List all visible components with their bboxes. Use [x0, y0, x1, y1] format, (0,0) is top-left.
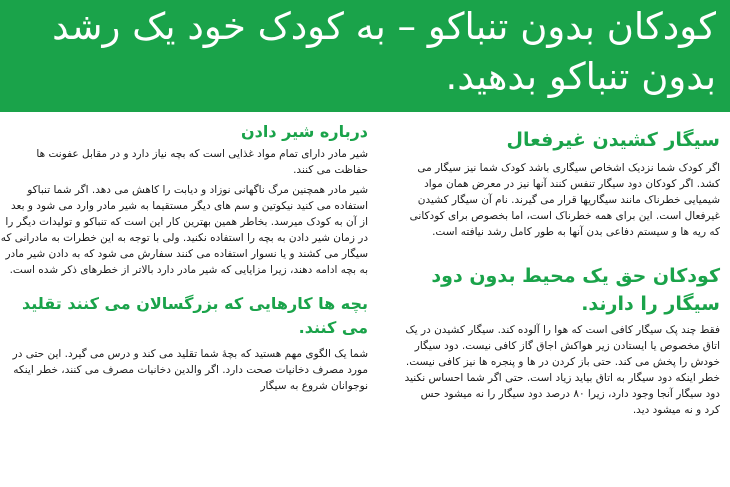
breastfeeding-paragraph-2: شیر مادر همچنین مرگ ناگهانی نوزاد و دیابت را کاهش می دهد. اگر شما تنباکو استفاده می کنید نیکوتین و سم های دیگر مستقیما به شیر مادر وارد می شود و بعد از آن به کودک میرسد. بخاطر همین بهترین کار این است که تنباکو و تولیدات دیگر را در زمان شیر دادن به بچه را استفاده نکنید. ولی با توجه به این خطرات به مادرانی که سیگار می کشند و یا نسوار استفاده می کنند سفارش می شود که به دادن شیر مادر به بچه ادامه دهند، زیرا مزایایی که شیر مادر دارد بالاتر از خطرهای ذکر شده است.	[0, 184, 368, 276]
breastfeeding-paragraph-1: شیر مادر دارای تمام مواد غذایی است که بچه نیاز دارد و در مقابل عفونت ها حفاظت می کنند.	[36, 148, 368, 176]
right-column	[402, 112, 730, 487]
page-title: کودکان بدون تنباکو – به کودک خود یک رشد بدون تنباکو بدهید.	[52, 5, 716, 98]
passive-smoking-paragraph: اگر کودک شما نزدیک اشخاص سیگاری باشد کودک شما نیز سیگار می کشد. اگر کودکان دود سیگار تنفس کنند آنها نیز در معرض همان مواد شیمیایی خطرناک مانند سیگاریها قرار می گیرند. نام آن سیگار کشیدن غیرفعال است. این برای همه خطرناک است، اما بخصوص برای کودکانی که ریه ها و سیستم دفاعی بدن آنها به طور کامل رشد نیافته است.	[409, 162, 720, 238]
header-banner	[0, 0, 730, 112]
passive-smoking-heading: سیگار کشیدن غیرفعال	[506, 129, 720, 151]
breastfeeding-heading: درباره شیر دادن	[240, 122, 368, 141]
smoke-free-right-paragraph: فقط چند پک سیگار کافی است که هوا را آلوده کند. سیگار کشیدن در یک اتاق مخصوص یا ایستادن زیر هواکش اجاق گاز کافی نیست. دود سیگار خودش را پخش می کند. حتی باز کردن در ها و پنجره ها نیز کافی نیست. خطر اینکه دود سیگار به اتاق بیاید زیاد است. حتی اگر شما احساس نکنید دود سیگار آنجا وجود دارد، زیرا ۸۰ درصد دود سیگار را نه میشود حس کرد و نه میشود دید.	[404, 324, 720, 416]
imitation-heading: بچه ها کارهایی که بزرگسالان می کنند تقلید می کنند.	[21, 294, 368, 337]
smoke-free-right-heading: کودکان حق یک محیط بدون دود سیگار را دارند.	[431, 265, 720, 315]
left-column	[0, 112, 368, 487]
imitation-paragraph: شما یک الگوی مهم هستید که بچهٔ شما تقلید می کند و درس می گیرد. این حتی در مورد مصرف دخانیات صحت دارد. اگر والدین دخانیات مصرف می کنند، خطر اینکه نوجوانان شروع به سیگار	[12, 348, 368, 392]
